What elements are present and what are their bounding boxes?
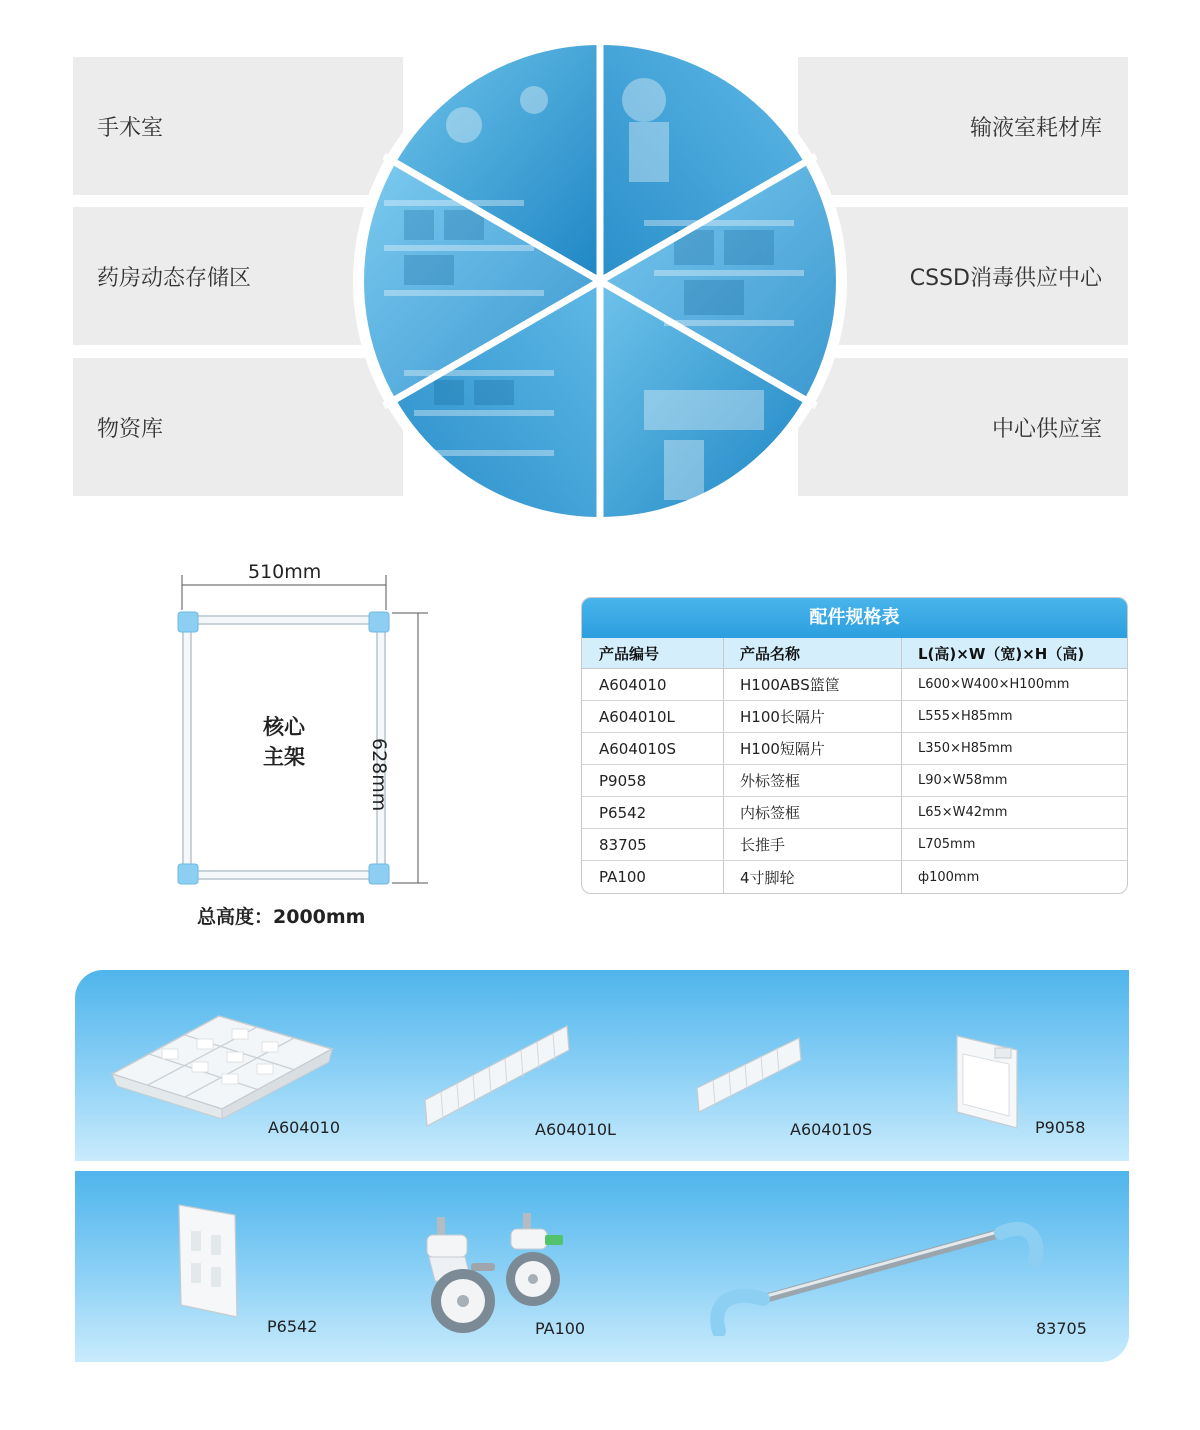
cell-product-name: 长推手 [724,829,902,860]
cell-product-code: P9058 [582,765,724,796]
header-product-name: 产品名称 [724,638,902,668]
spec-table-header-row [582,638,1127,669]
cell-dimensions: L65×W42mm [918,805,1008,820]
cell-dimensions: L705mm [918,837,976,852]
table-row [582,701,1127,733]
spec-table [581,597,1128,894]
short-divider-image [693,1034,803,1116]
header-product-code: 产品编号 [582,638,724,668]
cell-product-code: 83705 [582,829,724,860]
frame-height-label: 628mm [368,738,390,812]
part-code-long-divider: A604010L [535,1120,616,1139]
header-dimensions: L(高)×W（宽)×H（高) [918,644,1085,663]
cell-dimensions: L350×H85mm [918,741,1013,756]
scene-label: CSSD消毒供应中心 [909,265,1102,291]
part-code-inner-label-frame: P6542 [267,1317,318,1336]
scene-label: 手术室 [97,115,164,141]
scene-label: 物资库 [97,416,164,442]
push-handle-image [705,1211,1045,1336]
frame-title-line2: 主架 [263,745,305,769]
table-row [582,733,1127,765]
cell-product-name: 4寸脚轮 [724,861,902,893]
cell-product-name: H100短隔片 [724,733,902,764]
caster-front [427,1217,495,1333]
cell-product-name: 内标签框 [724,797,902,828]
part-code-push-handle: 83705 [1036,1319,1087,1338]
part-code-short-divider: A604010S [790,1120,873,1139]
table-row [582,765,1127,797]
table-row [582,669,1127,701]
long-divider-image [421,1020,571,1130]
parts-strip-1 [75,970,1129,1161]
cell-product-code: A604010 [582,669,724,700]
table-row [582,797,1127,829]
part-code-basket: A604010 [268,1118,341,1137]
basket-image [107,1004,337,1119]
table-row [582,861,1127,893]
cell-dimensions: ф100mm [918,869,980,885]
cell-product-name: H100长隔片 [724,701,902,732]
inner-label-frame-image [173,1201,245,1321]
part-code-outer-label-frame: P9058 [1035,1118,1086,1137]
cell-product-code: A604010S [582,733,724,764]
cell-product-code: P6542 [582,797,724,828]
scene-label: 中心供应室 [991,416,1102,442]
table-row [582,829,1127,861]
spec-table-title: 配件规格表 [582,598,1127,638]
scene-label: 药房动态存储区 [97,265,252,291]
core-frame-diagram [170,560,450,900]
cell-product-code: A604010L [582,701,724,732]
part-code-caster: PA100 [535,1319,586,1338]
cell-dimensions: L90×W58mm [918,773,1008,788]
cell-product-name: H100ABS篮筐 [724,669,902,700]
frame-title-line1: 核心 [263,715,305,739]
parts-strip-2 [75,1171,1129,1362]
cell-dimensions: L555×H85mm [918,709,1013,724]
frame-width-label: 510mm [248,561,322,583]
scene-photo-wheel [344,30,856,530]
scene-label: 输液室耗材库 [969,115,1102,141]
caster-back [506,1213,563,1306]
outer-label-frame-image [951,1032,1023,1132]
cell-product-code: PA100 [582,861,724,893]
total-height-label: 总高度：2000mm [197,906,366,928]
cell-dimensions: L600×W400×H100mm [918,677,1070,692]
cell-product-name: 外标签框 [724,765,902,796]
frame-title [258,712,310,772]
